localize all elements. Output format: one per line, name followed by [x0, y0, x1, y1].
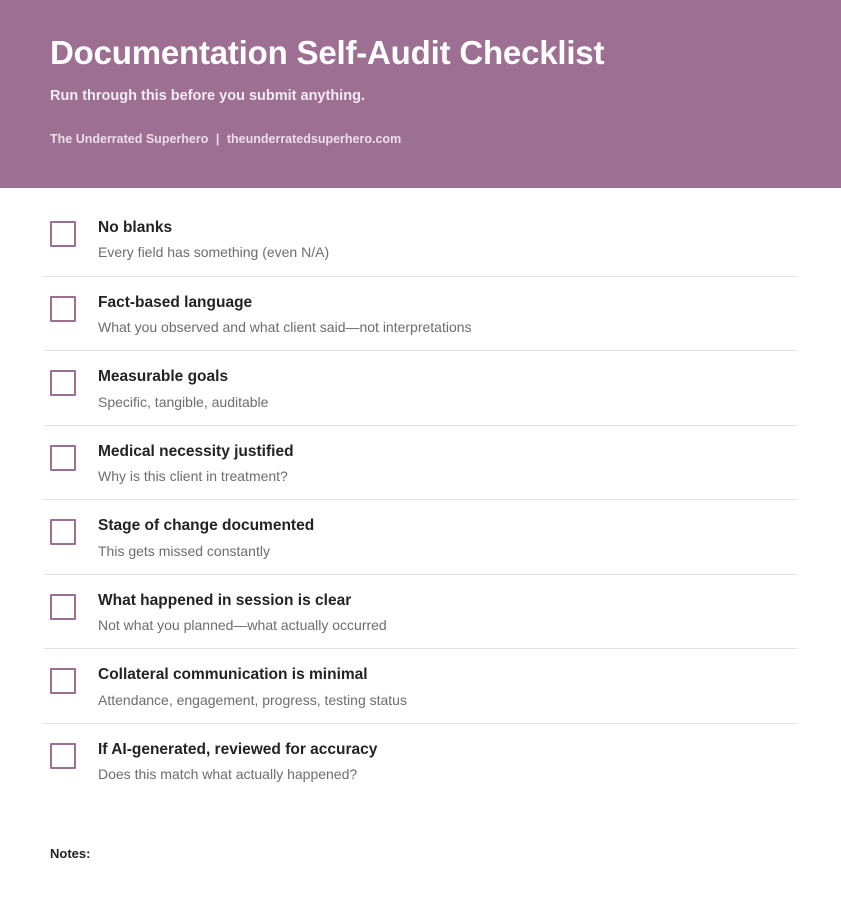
checkbox-measurable-goals[interactable] [50, 370, 76, 396]
list-item-label: If AI-generated, reviewed for accuracy [98, 740, 378, 758]
list-item[interactable] [44, 500, 797, 575]
list-item-description: Attendance, engagement, progress, testing status [98, 691, 407, 708]
page-subtitle: Run through this before you submit anything. [50, 87, 365, 104]
byline-brand: The Underrated Superhero [50, 131, 209, 146]
list-item-description: Not what you planned—what actually occurred [98, 617, 387, 634]
list-item[interactable] [44, 351, 797, 426]
checkbox-stage-of-change[interactable] [50, 519, 76, 545]
list-item-description: What you observed and what client said—not interpretations [98, 318, 472, 335]
document-header [0, 0, 841, 188]
list-item-description: Does this match what actually happened? [98, 766, 358, 783]
notes-label: Notes: [50, 845, 91, 861]
list-item-label: Stage of change documented [98, 517, 315, 535]
list-item-label: Medical necessity justified [98, 442, 294, 460]
byline [50, 132, 791, 146]
checkbox-medical-necessity[interactable] [50, 445, 76, 471]
list-item-description: Specific, tangible, auditable [98, 393, 269, 410]
byline-site: theunderratedsuperhero.com [226, 131, 402, 146]
list-item-text [98, 218, 797, 262]
list-item-label: Collateral communication is minimal [98, 666, 368, 684]
list-item-text [98, 293, 797, 337]
list-item-description: This gets missed constantly [98, 542, 270, 559]
list-item-text [98, 740, 797, 784]
byline-separator: | [215, 131, 220, 146]
list-item-label: Measurable goals [98, 368, 229, 386]
list-item-text [98, 591, 797, 635]
list-item-label: What happened in session is clear [98, 591, 352, 609]
checkbox-fact-based-language[interactable] [50, 296, 76, 322]
list-item-text [98, 665, 797, 709]
list-item[interactable] [44, 575, 797, 650]
list-item-description: Why is this client in treatment? [98, 468, 288, 485]
checkbox-session-clear[interactable] [50, 594, 76, 620]
list-item-text [98, 516, 797, 560]
checkbox-ai-reviewed[interactable] [50, 743, 76, 769]
list-item[interactable] [44, 724, 797, 798]
page-title: Documentation Self-Audit Checklist [50, 34, 605, 71]
list-item-label: Fact-based language [98, 293, 253, 311]
list-item[interactable] [44, 204, 797, 277]
list-item[interactable] [44, 426, 797, 501]
list-item-text [98, 442, 797, 486]
list-item[interactable] [44, 277, 797, 352]
list-item-label: No blanks [98, 219, 173, 236]
checkbox-no-blanks[interactable] [50, 221, 76, 247]
list-item-description: Every field has something (even N/A) [98, 244, 330, 261]
notes-section [0, 798, 841, 861]
list-item[interactable] [44, 649, 797, 724]
list-item-text [98, 367, 797, 411]
checklist [0, 188, 841, 798]
checkbox-collateral-communication[interactable] [50, 668, 76, 694]
